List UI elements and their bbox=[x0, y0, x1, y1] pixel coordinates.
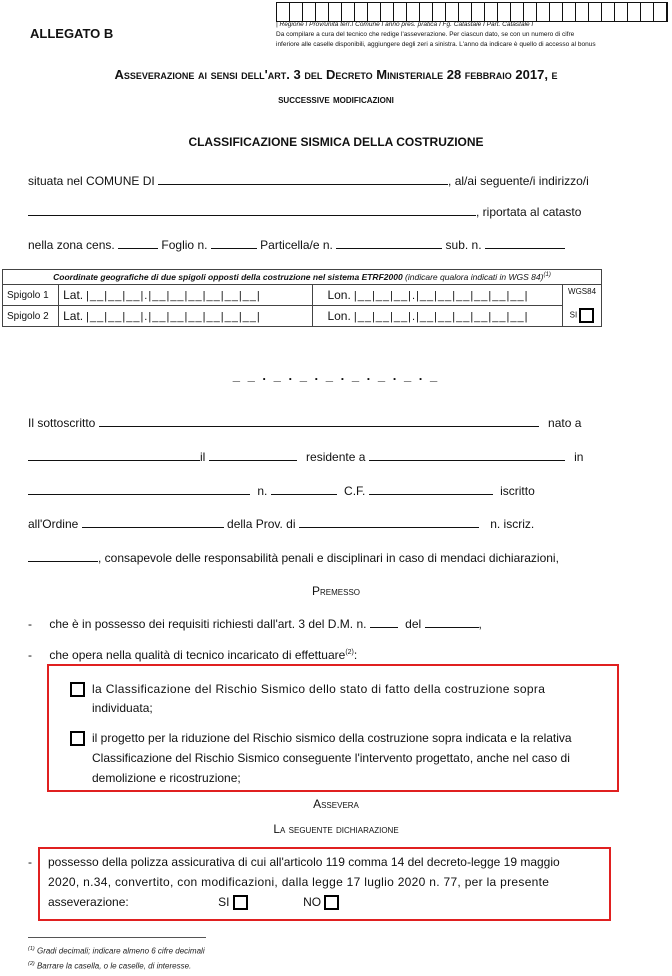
cadastral-header: | Regione I Prov/unità terr.I Comune I anno pres. pratica I Fg. Catastale I Part. Catastale I bbox=[276, 21, 534, 28]
assevera-subheading: La seguente dichiarazione bbox=[273, 822, 399, 836]
sub-field[interactable] bbox=[485, 237, 565, 249]
birthplace-field[interactable] bbox=[28, 449, 200, 461]
premesso-item-1: - che è in possesso dei requisiti richiesti dall'art. 3 del D.M. n. del , bbox=[28, 617, 482, 631]
person-line-2: il residente a in bbox=[28, 449, 583, 464]
allegato-label: ALLEGATO B bbox=[30, 26, 114, 41]
lat-digit-boxes[interactable]: |__|__|__|.|__|__|__|__|__|__| bbox=[86, 290, 261, 302]
footnote-1: $^{(1)}$ Gradi decimali; indicare almeno 6 cifre decimali bbox=[28, 946, 205, 956]
cadastral-note: inferiore alle caselle disponibili, aggiungere degli zeri a sinistra. L'anno da indicare è quello di accesso al bonus bbox=[276, 41, 596, 48]
section-subtitle: CLASSIFICAZIONE SISMICA DELLA COSTRUZIONE bbox=[188, 135, 484, 149]
province-field[interactable] bbox=[299, 516, 479, 528]
ordine-field[interactable] bbox=[82, 516, 224, 528]
location-line-2: , riportata al catasto bbox=[28, 204, 581, 219]
birthdate-field[interactable] bbox=[209, 449, 297, 461]
premesso-item-2: - che opera nella qualità di tecnico incaricato di effettuare$^{(2)}$: bbox=[28, 648, 358, 662]
coordinates-header: Coordinate geografiche di due spigoli opposti della costruzione nel sistema ETRF2000 (indicare qualora indicati in WGS 84)$^{(1)}$ bbox=[3, 270, 602, 285]
spigolo-1-lon[interactable]: Lon. |__|__|__|.|__|__|__|__|__|__| bbox=[313, 285, 563, 306]
document-title-line2: successive modificazioni bbox=[278, 92, 394, 106]
option-classificazione-checkbox[interactable] bbox=[70, 682, 85, 697]
person-line-1: Il sottoscritto nato a bbox=[28, 416, 582, 430]
lat-digit-boxes[interactable]: |__|__|__|.|__|__|__|__|__|__| bbox=[86, 311, 261, 323]
option-progetto-checkbox[interactable] bbox=[70, 731, 85, 746]
particella-field[interactable] bbox=[336, 237, 442, 249]
zona-cens-field[interactable] bbox=[118, 237, 158, 249]
wgs84-checkbox[interactable] bbox=[579, 308, 594, 323]
location-line-3: nella zona cens. Foglio n. Particella/e n. sub. n. bbox=[28, 237, 565, 252]
option-classificazione: la Classificazione del Rischio Sismico dello stato di fatto della costruzione sopra individuata; bbox=[70, 680, 545, 718]
spigolo-2-lon[interactable]: Lon. |__|__|__|.|__|__|__|__|__|__| bbox=[313, 306, 563, 327]
comune-field[interactable] bbox=[158, 173, 448, 185]
lon-digit-boxes[interactable]: |__|__|__|.|__|__|__|__|__|__| bbox=[353, 311, 529, 323]
option-progetto: il progetto per la riduzione del Rischio sismico della costruzione sopra indicata e la relativa Classificazione del Rischio Sismico conseguente l'intervento progettato, anche nel caso di demolizione e ricostruzione; bbox=[70, 728, 572, 788]
assevera-heading: Assevera bbox=[313, 797, 359, 811]
person-line-5: , consapevole delle responsabilità penali e disciplinari in caso di mendaci dichiarazioni, bbox=[28, 550, 559, 565]
spigolo-2-label: Spigolo 2 bbox=[3, 306, 59, 327]
foglio-field[interactable] bbox=[211, 237, 257, 249]
person-line-4: all'Ordine della Prov. di n. iscriz. bbox=[28, 517, 535, 531]
address-field[interactable] bbox=[28, 204, 476, 216]
dm-date-field[interactable] bbox=[425, 616, 479, 628]
footnote-2: $^{(2)}$ Barrare la casella, o le caselle, di interesse. bbox=[28, 961, 192, 971]
polizza-no-checkbox[interactable] bbox=[324, 895, 339, 910]
footnote-separator bbox=[28, 937, 206, 938]
sottoscritto-field[interactable] bbox=[99, 415, 539, 427]
dm-number-field[interactable] bbox=[370, 616, 398, 628]
separator-line: _ _ . _ . _ . _ . _ . _ . _ . _ bbox=[232, 368, 440, 383]
cadastral-code-boxes[interactable] bbox=[276, 2, 668, 22]
wgs84-cell: WGS84 SI bbox=[563, 285, 602, 327]
cadastral-note: Da compilare a cura del tecnico che redige l'asseverazione. Per ciascun dato, se con un numero di cifre bbox=[276, 31, 575, 38]
polizza-si-checkbox[interactable] bbox=[233, 895, 248, 910]
spigolo-2-lat[interactable]: Lat. |__|__|__|.|__|__|__|__|__|__| bbox=[59, 306, 313, 327]
person-line-3: n. C.F. iscritto bbox=[28, 483, 535, 498]
street-number-field[interactable] bbox=[271, 483, 337, 495]
street-field[interactable] bbox=[28, 483, 250, 495]
document-title: Asseverazione ai sensi dell'art. 3 del Decreto Ministeriale 28 febbraio 2017, e bbox=[114, 67, 558, 82]
spigolo-1-label: Spigolo 1 bbox=[3, 285, 59, 306]
coordinates-table bbox=[2, 269, 602, 327]
spigolo-1-lat[interactable]: Lat. |__|__|__|.|__|__|__|__|__|__| bbox=[59, 285, 313, 306]
cf-field[interactable] bbox=[369, 483, 493, 495]
iscrizione-field[interactable] bbox=[28, 550, 98, 562]
lon-digit-boxes[interactable]: |__|__|__|.|__|__|__|__|__|__| bbox=[353, 290, 529, 302]
declaration-text: possesso della polizza assicurativa di cui all'articolo 119 comma 14 del decreto-legge 19 maggio 2020, n.34, convertito, con modificazioni, dalla legge 17 luglio 2020 n. 77, per la presente asseverazione: SI NO bbox=[48, 855, 560, 909]
location-line-1: situata nel COMUNE DI , al/ai seguente/i indirizzo/i bbox=[28, 174, 589, 188]
premesso-heading: Premesso bbox=[311, 584, 360, 598]
residence-field[interactable] bbox=[369, 449, 565, 461]
